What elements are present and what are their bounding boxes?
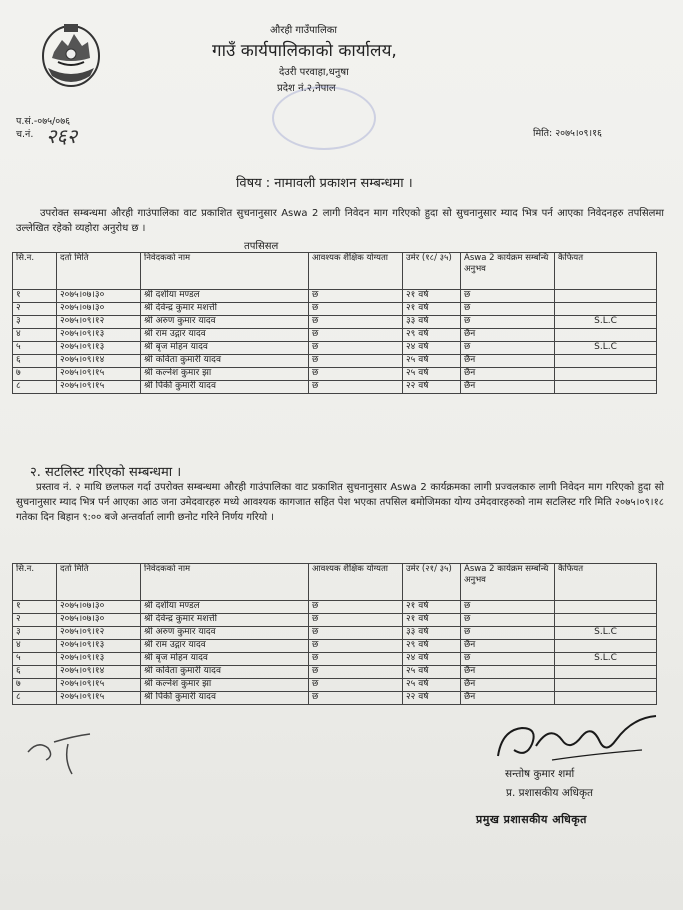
cell-qual: छ <box>309 614 403 627</box>
cell-age: ३३ वर्ष <box>403 627 461 640</box>
cell-sn: २ <box>13 614 57 627</box>
table-row <box>13 666 657 679</box>
cell-remark <box>555 601 657 614</box>
cell-remark <box>555 692 657 705</box>
cell-qual: छ <box>309 368 403 381</box>
cell-remark <box>555 640 657 653</box>
cell-date: २०७५।०९।१४ <box>57 666 141 679</box>
table-row <box>13 601 657 614</box>
cell-remark <box>555 614 657 627</box>
col-name: निवेदकको नाम <box>141 564 309 601</box>
cell-remark <box>555 303 657 316</box>
cell-name: श्री कविता कुमारी यादव <box>141 355 309 368</box>
cell-sn: ६ <box>13 666 57 679</box>
initials-scribble-icon <box>24 730 104 778</box>
letter-date: मिति: २०७५।०९।१६ <box>533 128 602 139</box>
cell-name: श्री पिंकी कुमारी यादव <box>141 692 309 705</box>
cell-qual: छ <box>309 342 403 355</box>
cell-remark: S.L.C <box>555 627 657 640</box>
cell-sn: ३ <box>13 627 57 640</box>
section2-title: २. सटलिस्ट गरिएको सम्बन्धमा । <box>30 465 182 480</box>
cell-qual: छ <box>309 601 403 614</box>
cell-exp: छ <box>461 342 555 355</box>
cell-qual: छ <box>309 329 403 342</box>
address-line1: देउरी परवाहा,धनुषा <box>279 67 349 78</box>
applicants-table <box>12 252 657 394</box>
cell-age: २५ वर्ष <box>403 355 461 368</box>
cell-sn: ७ <box>13 368 57 381</box>
cell-exp: छ <box>461 601 555 614</box>
cell-qual: छ <box>309 666 403 679</box>
cell-age: २५ वर्ष <box>403 666 461 679</box>
table-row <box>13 692 657 705</box>
section2-paragraph: प्रस्ताव नं. २ माथि छलफल गर्दा उपरोक्त सम्बन्धमा औरही गाउंपालिका वाट प्रकाशित सुचनानुसार Aswa 2 कार्यक्रमका लागी प्रज्वलकारु लागी निवेदन माग गरिएको हुदा सो सुचनानुसार म्याद भित्र पर्न आएका आठ जना उमेदवारहरु मध्ये आवश्यक कागजात सहित पेश भएका तपसिल बमोजिमका योग्य उमेदवारहरुको नाम सटलिस्ट गरि मिति २०७५।०९।१८ गतेका दिन बिहान ९:०० बजे अन्तर्वार्ता लागी छनोट गरिने निर्णय गरियो । <box>16 482 664 523</box>
cell-exp: छैन <box>461 368 555 381</box>
signature-icon <box>492 710 662 768</box>
cell-age: २१ वर्ष <box>403 601 461 614</box>
cell-exp: छैन <box>461 692 555 705</box>
cell-sn: ८ <box>13 381 57 394</box>
cell-name: श्री दशीया मण्डल <box>141 601 309 614</box>
cell-exp: छ <box>461 627 555 640</box>
cell-remark: S.L.C <box>555 653 657 666</box>
table-row <box>13 355 657 368</box>
cell-date: २०७५।०९।१५ <box>57 679 141 692</box>
col-experience: Aswa 2 कार्यक्रम सम्बन्धि अनुभव <box>461 564 555 601</box>
shortlist-table <box>12 563 657 705</box>
cell-date: २०७५।०७।३० <box>57 290 141 303</box>
cell-name: श्री अरुण कुमार यादव <box>141 316 309 329</box>
cell-exp: छैन <box>461 679 555 692</box>
tapsil-heading: तपसिसल <box>244 241 279 252</box>
cell-age: २९ वर्ष <box>403 329 461 342</box>
cell-qual: छ <box>309 640 403 653</box>
cell-qual: छ <box>309 653 403 666</box>
intro-paragraph: उपरोक्त सम्बन्धमा औरही गाउंपालिका वाट प्रकाशित सुचनानुसार Aswa 2 लागी निवेदन माग गरिएको हुदा सो सुचनानुसार म्याद भित्र पर्न आएका निवेदनहरु तपसिलमा उल्लेखित रहेको व्यहोरा अनुरोध छ । <box>16 208 664 234</box>
designation-stamp: प्रमुख प्रशासकीय अधिकृत <box>476 813 587 826</box>
cell-date: २०७५।०९।१५ <box>57 381 141 394</box>
cell-remark <box>555 355 657 368</box>
cell-exp: छ <box>461 303 555 316</box>
nepal-emblem-icon <box>40 18 102 90</box>
office-title: गाउँ कार्यपालिकाको कार्यालय, <box>212 41 397 61</box>
cell-name: श्री दशीया मण्डल <box>141 290 309 303</box>
cell-qual: छ <box>309 290 403 303</box>
cell-name: श्री राम उद्गार यादव <box>141 329 309 342</box>
cell-name: श्री कविता कुमारी यादव <box>141 666 309 679</box>
col-date: दर्ता मिति <box>57 564 141 601</box>
cell-age: २२ वर्ष <box>403 381 461 394</box>
cell-qual: छ <box>309 381 403 394</box>
cell-exp: छैन <box>461 640 555 653</box>
signatory-title: प्र. प्रशासकीय अधिकृत <box>506 787 594 799</box>
table-header-row <box>13 253 657 290</box>
cell-qual: छ <box>309 627 403 640</box>
cell-sn: २ <box>13 303 57 316</box>
cell-qual: छ <box>309 679 403 692</box>
cell-sn: ६ <box>13 355 57 368</box>
cell-sn: ८ <box>13 692 57 705</box>
cell-name: श्री देवेन्द्र कुमार मशत्ती <box>141 614 309 627</box>
cell-age: ३३ वर्ष <box>403 316 461 329</box>
table-row <box>13 653 657 666</box>
cell-date: २०७५।०७।३० <box>57 601 141 614</box>
cell-date: २०७५।०९।१५ <box>57 692 141 705</box>
cell-age: २२ वर्ष <box>403 692 461 705</box>
cell-remark <box>555 329 657 342</box>
cell-age: २१ वर्ष <box>403 614 461 627</box>
cell-exp: छ <box>461 653 555 666</box>
cell-date: २०७५।०९।१३ <box>57 342 141 355</box>
cell-exp: छ <box>461 316 555 329</box>
cell-date: २०७५।०७।३० <box>57 303 141 316</box>
table-row <box>13 329 657 342</box>
cell-qual: छ <box>309 303 403 316</box>
cell-age: २९ वर्ष <box>403 640 461 653</box>
col-experience: Aswa 2 कार्यक्रम सम्बन्धि अनुभव <box>461 253 555 290</box>
cell-sn: ५ <box>13 342 57 355</box>
cell-exp: छ <box>461 614 555 627</box>
table-row <box>13 342 657 355</box>
cell-age: २४ वर्ष <box>403 653 461 666</box>
cell-qual: छ <box>309 316 403 329</box>
cell-exp: छैन <box>461 329 555 342</box>
cell-qual: छ <box>309 355 403 368</box>
table-row <box>13 640 657 653</box>
cell-name: श्री कल्नेश कुमार झा <box>141 368 309 381</box>
cell-exp: छैन <box>461 381 555 394</box>
col-sn: सि.न. <box>13 253 57 290</box>
cell-remark: S.L.C <box>555 342 657 355</box>
cell-date: २०७५।०९।१३ <box>57 640 141 653</box>
cell-age: २१ वर्ष <box>403 290 461 303</box>
address-line2: प्रदेश नं.२,नेपाल <box>277 83 336 94</box>
cell-age: २४ वर्ष <box>403 342 461 355</box>
table-header-row <box>13 564 657 601</box>
cell-name: श्री बृज मोहन यादव <box>141 653 309 666</box>
col-name: निवेदकको नाम <box>141 253 309 290</box>
cell-name: श्री कल्नेश कुमार झा <box>141 679 309 692</box>
col-qualification: आवश्यक शैक्षिक योग्यता <box>309 564 403 601</box>
cell-exp: छैन <box>461 355 555 368</box>
table-row <box>13 368 657 381</box>
cell-date: २०७५।०९।१५ <box>57 368 141 381</box>
cell-name: श्री राम उद्गार यादव <box>141 640 309 653</box>
cell-remark <box>555 679 657 692</box>
cell-name: श्री बृज मोहन यादव <box>141 342 309 355</box>
cell-exp: छैन <box>461 666 555 679</box>
table-row <box>13 614 657 627</box>
cell-sn: ३ <box>13 316 57 329</box>
faded-stamp-icon <box>272 86 376 150</box>
col-remark: कैफियत <box>555 253 657 290</box>
cell-age: २५ वर्ष <box>403 679 461 692</box>
col-qualification: आवश्यक शैक्षिक योग्यता <box>309 253 403 290</box>
dispatch-number: २६२ <box>46 124 78 148</box>
cell-age: २१ वर्ष <box>403 303 461 316</box>
col-age: उमेर (१८/ ३५) <box>403 253 461 290</box>
cell-age: २५ वर्ष <box>403 368 461 381</box>
cell-date: २०७५।०९।१३ <box>57 653 141 666</box>
table-row <box>13 303 657 316</box>
col-remark: कैफियत <box>555 564 657 601</box>
cell-remark <box>555 368 657 381</box>
table-row <box>13 316 657 329</box>
cell-sn: ४ <box>13 329 57 342</box>
cell-remark <box>555 666 657 679</box>
table-row <box>13 679 657 692</box>
cell-remark <box>555 381 657 394</box>
org-name: औरही गाउँपालिका <box>270 25 338 36</box>
cell-name: श्री अरुण कुमार यादव <box>141 627 309 640</box>
signatory-name: सन्तोष कुमार शर्मा <box>505 768 575 780</box>
cell-name: श्री देवेन्द्र कुमार मशत्ती <box>141 303 309 316</box>
cell-sn: १ <box>13 290 57 303</box>
dispatch-label: च.नं. <box>16 129 34 140</box>
letter-number: प.सं.-०७५/०७६ <box>16 116 71 127</box>
table-row <box>13 290 657 303</box>
cell-date: २०७५।०९।१४ <box>57 355 141 368</box>
cell-qual: छ <box>309 692 403 705</box>
cell-sn: १ <box>13 601 57 614</box>
cell-remark <box>555 290 657 303</box>
table-row <box>13 627 657 640</box>
cell-exp: छ <box>461 290 555 303</box>
cell-remark: S.L.C <box>555 316 657 329</box>
cell-date: २०७५।०९।१२ <box>57 316 141 329</box>
cell-sn: ४ <box>13 640 57 653</box>
cell-sn: ५ <box>13 653 57 666</box>
cell-date: २०७५।०९।१२ <box>57 627 141 640</box>
cell-name: श्री पिंकी कुमारी यादव <box>141 381 309 394</box>
col-sn: सि.न. <box>13 564 57 601</box>
col-age: उमेर (२१/ ३५) <box>403 564 461 601</box>
cell-date: २०७५।०७।३० <box>57 614 141 627</box>
cell-sn: ७ <box>13 679 57 692</box>
table-row <box>13 381 657 394</box>
col-date: दर्ता मिति <box>57 253 141 290</box>
cell-date: २०७५।०९।१३ <box>57 329 141 342</box>
subject-line: विषय : नामावली प्रकाशन सम्बन्धमा । <box>236 176 413 191</box>
